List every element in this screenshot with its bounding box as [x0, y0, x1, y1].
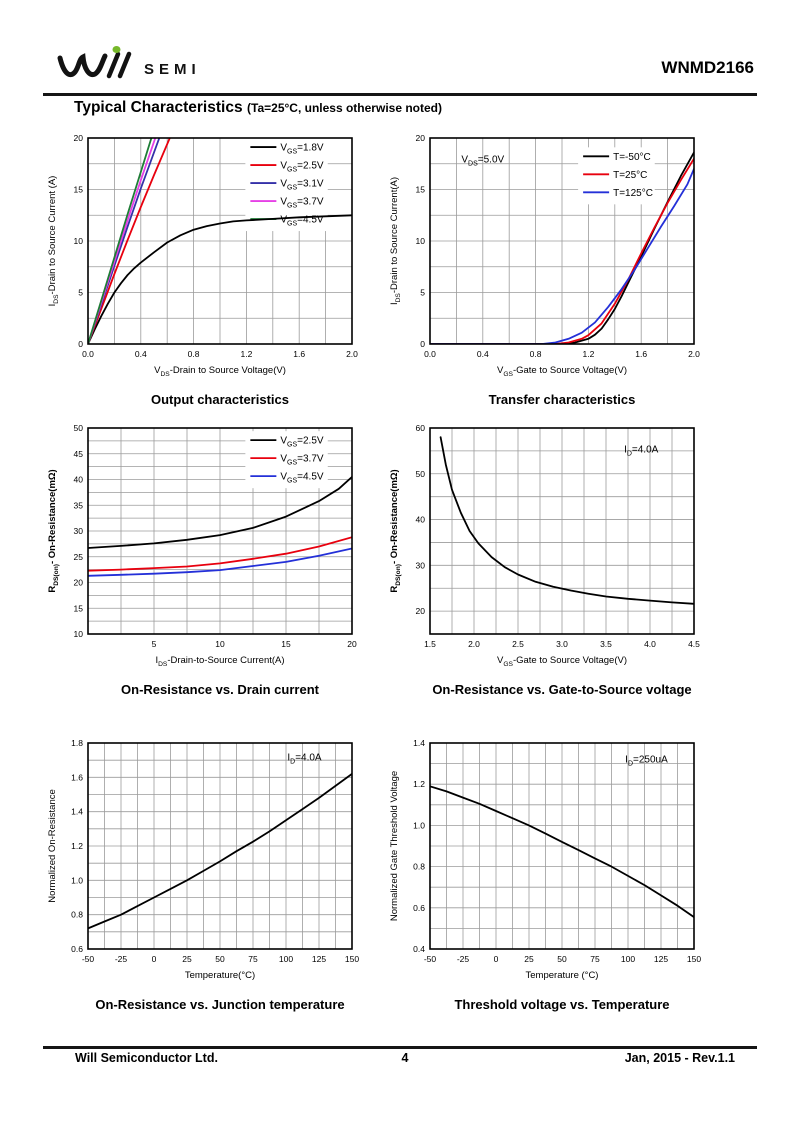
svg-text:-50: -50: [81, 954, 95, 964]
svg-text:ID=250uA: $I_D=250uA$: [625, 754, 668, 768]
svg-text:25: 25: [524, 954, 534, 964]
logo-wave-icon: [60, 56, 105, 75]
section-title-main: Typical Characteristics: [74, 99, 243, 116]
svg-text:1.0: 1.0: [413, 820, 425, 831]
svg-text:15: 15: [281, 639, 291, 649]
svg-text:1.6: 1.6: [293, 349, 306, 359]
svg-text:2.0: 2.0: [688, 349, 700, 359]
svg-text:IDS-Drain-to-Source Current(A): $I_{DS}-Drain-to$-Source Current(A): [155, 655, 285, 668]
svg-text:0: 0: [151, 954, 157, 964]
svg-text:1.0: 1.0: [71, 875, 83, 886]
svg-text:VGS=4.5V: $V_{GS}=4.5V$: [280, 214, 324, 228]
svg-text:1.6: 1.6: [635, 349, 648, 359]
svg-text:1.5: 1.5: [424, 639, 436, 649]
figure-caption: Transfer characteristics: [488, 392, 636, 407]
figure-vth-vs-temperature: [384, 735, 729, 1012]
svg-text:125: 125: [653, 954, 669, 964]
chart-rdson-vs-vgs: [384, 420, 729, 673]
svg-text:1.6: 1.6: [71, 772, 83, 783]
svg-text:1.2: 1.2: [240, 349, 253, 359]
svg-text:2.5: 2.5: [512, 639, 524, 649]
figure-transfer-characteristics: [384, 130, 729, 407]
svg-text:RDS(on)- On-Resistance(mΩ): $R_{DS(on)}-$ On-Resistance(mΩ): [47, 469, 60, 593]
svg-text:-25: -25: [456, 954, 470, 964]
svg-text:0.4: 0.4: [476, 349, 489, 359]
svg-text:150: 150: [344, 954, 360, 964]
svg-text:30: 30: [73, 526, 83, 536]
svg-text:25: 25: [73, 551, 83, 562]
svg-text:Normalized Gate Threshold Volt: Normalized Gate Threshold Voltage: [389, 770, 400, 922]
svg-text:50: 50: [73, 423, 83, 433]
svg-text:50: 50: [557, 954, 567, 964]
header-rule: [43, 93, 757, 96]
svg-text:1.2: 1.2: [71, 841, 83, 851]
svg-text:VGS=2.5V: $V_{GS}=2.5V$: [280, 160, 324, 174]
svg-text:0.8: 0.8: [71, 909, 83, 920]
figure-output-characteristics: [42, 130, 387, 407]
svg-text:5: 5: [420, 287, 425, 298]
svg-text:VGS=1.8V: $V_{GS}=1.8V$: [280, 142, 324, 156]
svg-text:0.0: 0.0: [82, 349, 94, 359]
logo-green-dot-icon: [113, 46, 121, 53]
chart-transfer-characteristics: [384, 130, 729, 383]
svg-text:40: 40: [415, 514, 425, 525]
svg-text:25: 25: [182, 954, 192, 964]
svg-text:-50: -50: [423, 954, 437, 964]
svg-text:Temperature (°C): Temperature (°C): [525, 970, 599, 981]
svg-text:4.0: 4.0: [644, 639, 656, 649]
svg-text:VGS=3.1V: $V_{GS}=3.1V$: [280, 178, 324, 192]
chart-vth-vs-temperature: [384, 735, 729, 988]
svg-text:15: 15: [73, 184, 83, 195]
svg-text:T=25°C: T=25°C: [613, 169, 648, 181]
svg-text:10: 10: [215, 639, 225, 649]
svg-text:75: 75: [590, 954, 600, 964]
svg-text:0.8: 0.8: [529, 349, 542, 359]
footer: [43, 1051, 757, 1065]
svg-text:VGS=3.7V: $V_{GS}=3.7V$: [280, 453, 324, 467]
svg-text:10: 10: [415, 236, 425, 246]
svg-text:50: 50: [415, 468, 425, 479]
figure-caption: Output characteristics: [151, 392, 289, 407]
svg-text:VDS=5.0V: $V_{DS}=5.0V$: [461, 154, 505, 168]
figure-rdson-vs-vgs: [384, 420, 729, 697]
svg-text:50: 50: [215, 954, 225, 964]
svg-text:VGS-Gate to Source Voltage(V): $V_{GS}$-Gate to Source Voltage(V): [496, 655, 628, 668]
svg-text:T=125°C: T=125°C: [613, 187, 653, 199]
figure-caption: On-Resistance vs. Gate-to-Source voltage: [432, 682, 692, 697]
footer-rule: [43, 1046, 757, 1049]
chart-rdson-vs-drain-current: [42, 420, 387, 673]
footer-revision: Jan, 2015 - Rev.1.1: [624, 1051, 735, 1065]
svg-text:125: 125: [311, 954, 327, 964]
svg-text:0: 0: [78, 339, 83, 349]
svg-text:20: 20: [73, 577, 83, 588]
chart-output-characteristics: [42, 130, 387, 383]
footer-page-number: 4: [401, 1051, 409, 1065]
svg-text:0.6: 0.6: [413, 902, 425, 913]
svg-text:100: 100: [620, 954, 636, 964]
svg-text:0.8: 0.8: [187, 349, 200, 359]
svg-text:45: 45: [73, 448, 83, 459]
svg-text:VGS=3.7V: $V_{GS}=3.7V$: [280, 196, 324, 210]
svg-text:4.5: 4.5: [688, 639, 700, 649]
svg-text:10: 10: [73, 629, 83, 639]
svg-text:ID=4.0A: $I_D=4.0A$: [287, 752, 322, 766]
svg-text:ID=4.0A: $I_D=4.0A$: [624, 444, 659, 458]
svg-text:0.4: 0.4: [134, 349, 147, 359]
svg-text:0: 0: [493, 954, 499, 964]
section-title: [74, 99, 442, 117]
svg-text:75: 75: [248, 954, 258, 964]
svg-text:30: 30: [415, 560, 425, 571]
section-title-note: (Ta=25°C, unless otherwise noted): [247, 101, 442, 115]
svg-text:IDS-Drain to Source Current(A): $I_{DS}$-Drain to Source Current(A): [389, 176, 402, 306]
svg-text:1.4: 1.4: [71, 806, 83, 817]
svg-text:1.4: 1.4: [413, 738, 425, 748]
figure-rdson-vs-drain-current: [42, 420, 387, 697]
svg-text:35: 35: [73, 500, 83, 511]
svg-text:15: 15: [73, 603, 83, 614]
svg-text:10: 10: [73, 236, 83, 246]
svg-text:IDS-Drain to Source Current (A: $I_{DS}$-Drain to Source Current (A): [47, 175, 60, 307]
svg-text:40: 40: [73, 474, 83, 485]
svg-text:VGS=4.5V: $V_{GS}=4.5V$: [280, 471, 324, 485]
will-semi-logo: [52, 44, 242, 88]
figure-caption: On-Resistance vs. Junction temperature: [95, 997, 345, 1012]
svg-text:VGS-Gate to Source Voltage(V): $V_{GS}$-Gate to Source Voltage(V): [496, 365, 628, 378]
logo-wordmark: SEMI: [144, 61, 201, 78]
svg-text:5: 5: [151, 639, 157, 649]
svg-text:T=-50°C: T=-50°C: [613, 151, 651, 163]
svg-text:Temperature(°C): Temperature(°C): [184, 970, 256, 981]
svg-text:3.5: 3.5: [600, 639, 612, 649]
logo-slash2-icon: [120, 54, 129, 76]
svg-text:0: 0: [420, 339, 425, 349]
svg-text:15: 15: [415, 184, 425, 195]
svg-text:VDS-Drain to Source Voltage(V): $V_{DS}$-Drain to Source Voltage(V): [154, 365, 286, 378]
svg-text:0.0: 0.0: [424, 349, 436, 359]
svg-text:20: 20: [347, 639, 357, 649]
figure-caption: On-Resistance vs. Drain current: [121, 682, 319, 697]
svg-text:60: 60: [415, 423, 425, 433]
logo-slash-icon: [109, 54, 118, 76]
svg-text:2.0: 2.0: [346, 349, 358, 359]
svg-text:1.2: 1.2: [413, 779, 425, 790]
svg-text:VGS=2.5V: $V_{GS}=2.5V$: [280, 435, 324, 449]
part-number: WNMD2166: [661, 58, 754, 77]
svg-text:5: 5: [78, 287, 83, 298]
svg-text:0.6: 0.6: [71, 944, 83, 954]
svg-text:2.0: 2.0: [468, 639, 480, 649]
svg-text:1.8: 1.8: [71, 738, 83, 748]
figure-rdson-vs-temperature: [42, 735, 387, 1012]
svg-text:20: 20: [415, 606, 425, 617]
svg-text:3.0: 3.0: [556, 639, 568, 649]
svg-text:20: 20: [415, 133, 425, 143]
svg-text:RDS(on)- On-Resistance(mΩ): $R_{DS(on)}-$ On-Resistance(mΩ): [389, 469, 402, 593]
svg-text:150: 150: [686, 954, 702, 964]
svg-text:1.2: 1.2: [582, 349, 595, 359]
svg-text:100: 100: [278, 954, 294, 964]
svg-text:0.8: 0.8: [413, 861, 425, 872]
svg-text:-25: -25: [114, 954, 128, 964]
figure-caption: Threshold voltage vs. Temperature: [454, 997, 670, 1012]
svg-text:Normalized On-Resistance: Normalized On-Resistance: [47, 789, 58, 903]
svg-text:0.4: 0.4: [413, 944, 425, 954]
svg-text:20: 20: [73, 133, 83, 143]
chart-rdson-vs-temperature: [42, 735, 387, 988]
footer-company: Will Semiconductor Ltd.: [75, 1051, 218, 1065]
